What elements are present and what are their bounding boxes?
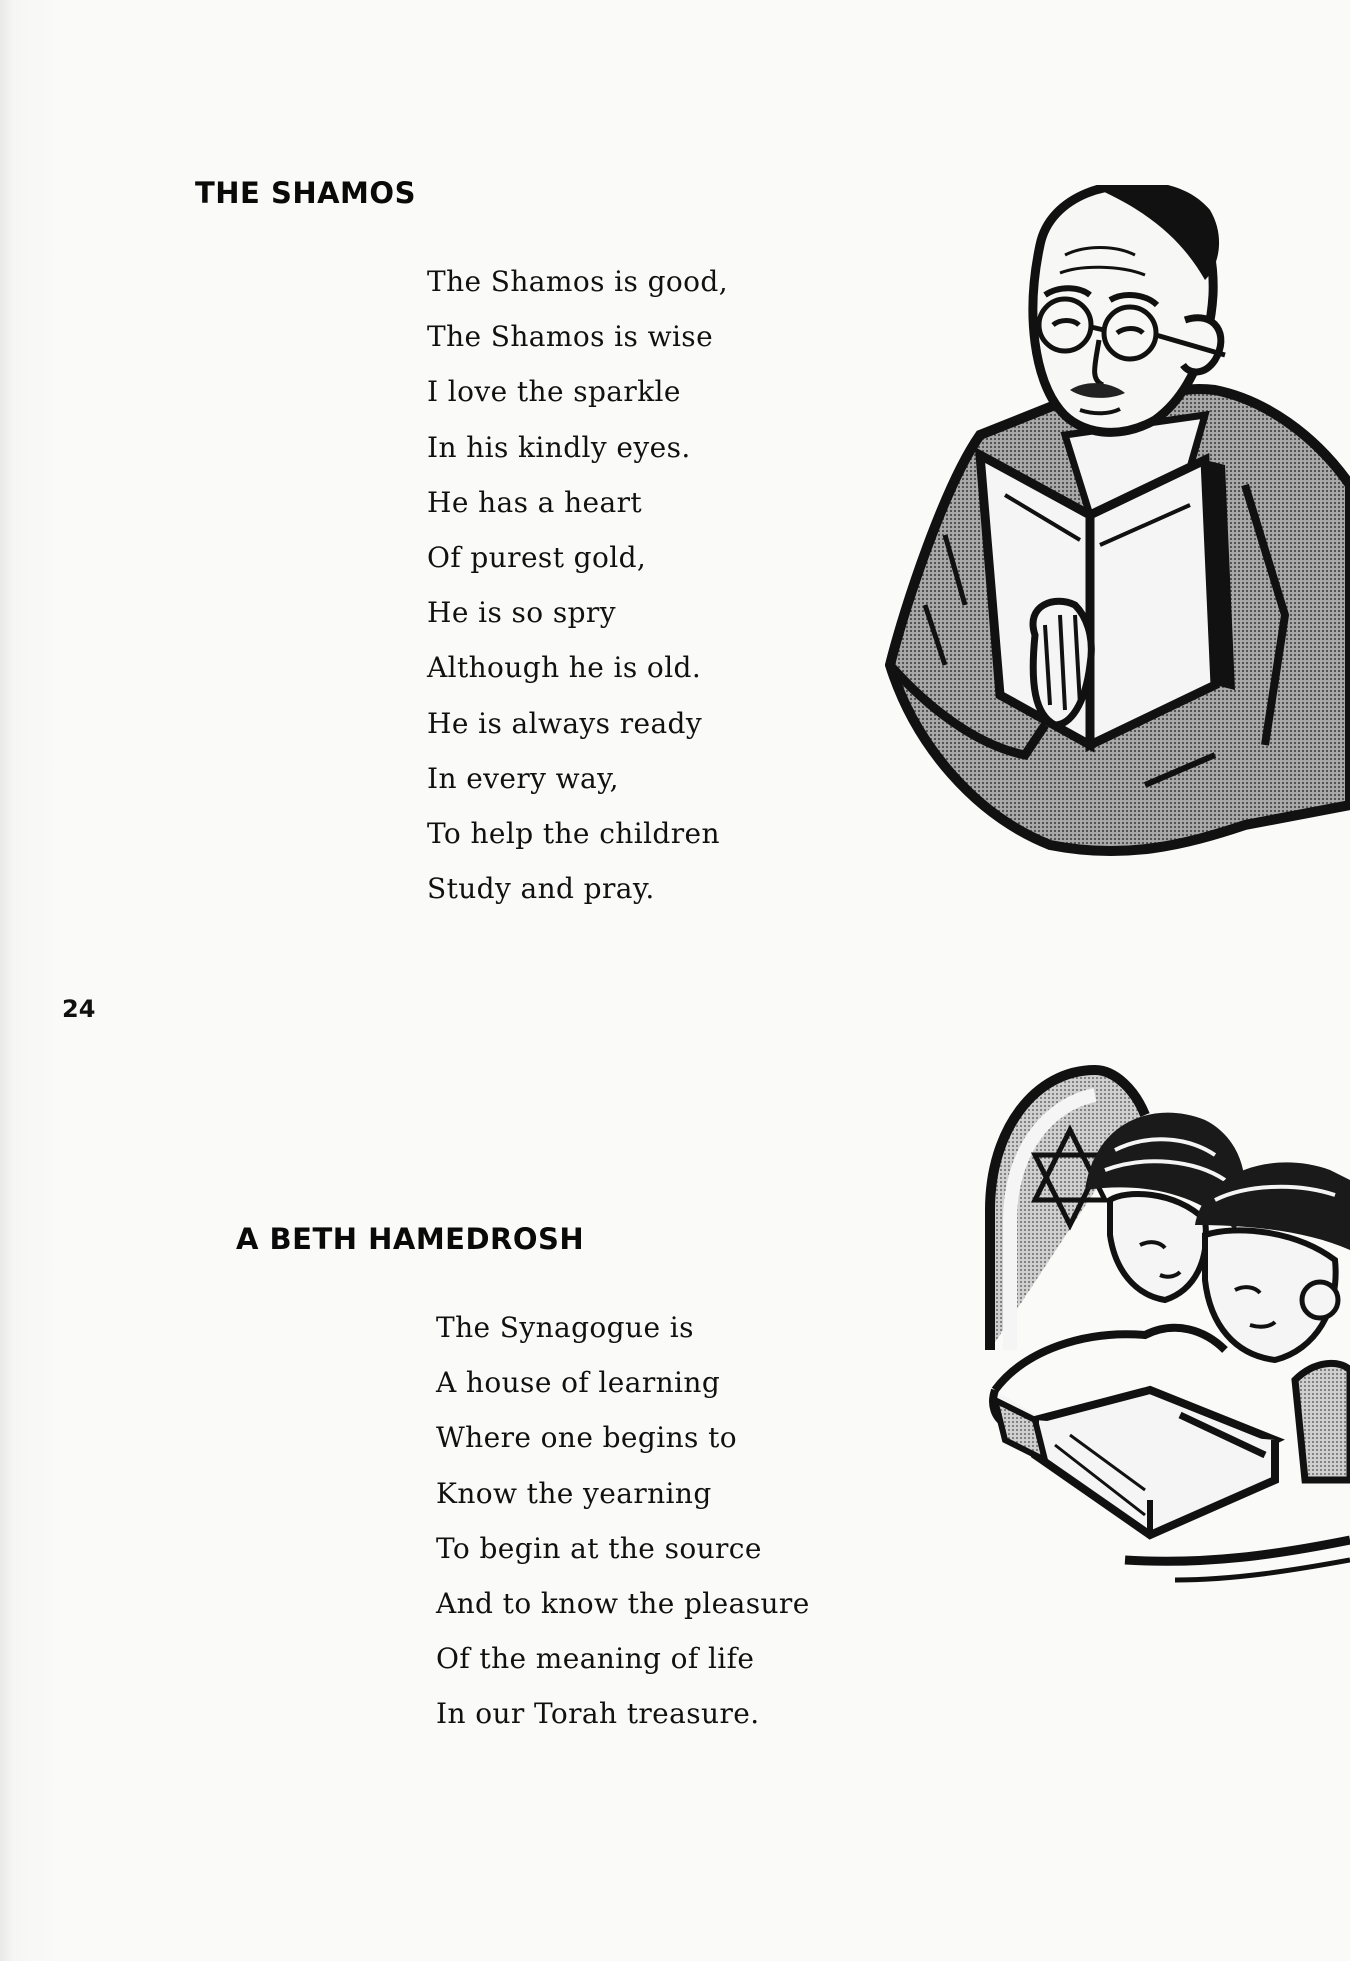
poem-line: Study and pray. [427, 872, 655, 906]
poem-line: The Synagogue is [436, 1311, 694, 1344]
poem-line: And to know the pleasure [436, 1586, 810, 1620]
poem-line: The Shamos is wise [427, 320, 714, 354]
poem-beth-hamedrosh-verses [436, 1300, 810, 1742]
poem-line: Know the yearning [436, 1476, 712, 1510]
poem-line: In our Torah treasure. [436, 1697, 760, 1731]
poem-line: To begin at the source [436, 1531, 762, 1565]
poem-line: A house of learning [436, 1366, 721, 1400]
poem-line: In his kindly eyes. [427, 430, 691, 464]
children-illustration [975, 1060, 1350, 1600]
poem-line: Although he is old. [427, 651, 702, 685]
poem-line: Of purest gold, [427, 540, 647, 574]
poem-line: He has a heart [427, 485, 643, 519]
poem-line: He is always ready [427, 706, 703, 740]
poem-line: Where one begins to [436, 1421, 737, 1455]
poem-line: He is so spry [427, 596, 616, 630]
poem-line: The Shamos is good, [427, 265, 729, 298]
poem-line: In every way, [427, 761, 619, 795]
poem-line: I love the sparkle [427, 375, 681, 409]
shamos-reading-book-image [885, 185, 1350, 860]
children-studying-book-image [975, 1060, 1350, 1600]
page-number: 24 [62, 995, 96, 1023]
poem-line: Of the meaning of life [436, 1642, 755, 1676]
poem-line: To help the children [427, 816, 720, 850]
shamos-illustration [885, 185, 1350, 860]
poem-shamos-verses [427, 254, 728, 916]
poem-title-beth-hamedrosh: A BETH HAMEDROSH [236, 1222, 585, 1256]
poem-title-shamos: THE SHAMOS [195, 176, 416, 210]
